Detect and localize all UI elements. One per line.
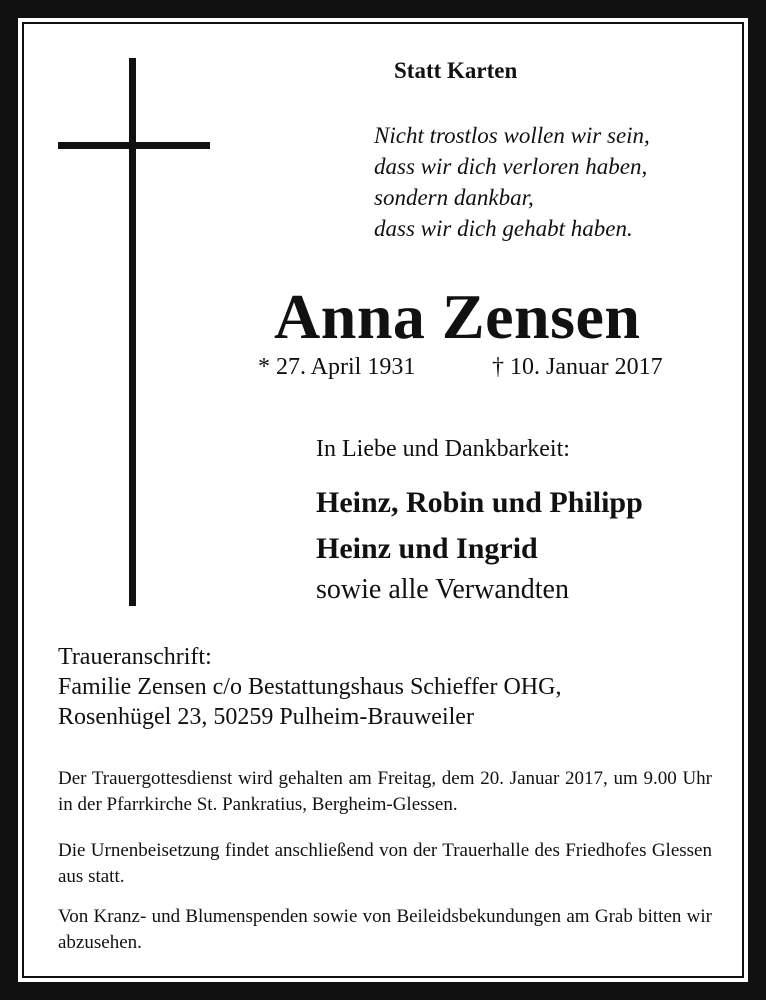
- address-line-1: Familie Zensen c/o Bestattungshaus Schieffer OHG,: [58, 674, 562, 700]
- birth-date: * 27. April 1931: [258, 354, 416, 380]
- statt-karten-heading: Statt Karten: [394, 58, 518, 83]
- cross-icon-vertical: [129, 58, 136, 606]
- mourners-line-3: sowie alle Verwandten: [316, 574, 569, 605]
- poem: [374, 120, 650, 244]
- poem-line: sondern dankbar,: [374, 185, 534, 210]
- deceased-name: Anna Zensen: [274, 281, 641, 352]
- service-notice: Der Trauergottesdienst wird gehalten am Freitag, dem 20. Januar 2017, um 9.00 Uhr in der Pfarrkirche St. Pankratius, Bergheim-Glessen.: [58, 768, 712, 815]
- address-label: Traueranschrift:: [58, 644, 212, 670]
- poem-line: Nicht trostlos wollen wir sein,: [374, 123, 650, 148]
- cross-icon-horizontal: [58, 142, 210, 149]
- mourners-line-1: Heinz, Robin und Philipp: [316, 486, 643, 519]
- flowers-notice: Von Kranz- und Blumenspenden sowie von Beileidsbekundungen am Grab bitten wir abzusehen.: [58, 906, 712, 953]
- death-date: † 10. Januar 2017: [492, 354, 663, 380]
- poem-line: dass wir dich gehabt haben.: [374, 216, 633, 241]
- mourners-intro: In Liebe und Dankbarkeit:: [316, 436, 570, 462]
- poem-line: dass wir dich verloren haben,: [374, 154, 648, 179]
- mourners-line-2: Heinz und Ingrid: [316, 532, 538, 565]
- address-line-2: Rosenhügel 23, 50259 Pulheim-Brauweiler: [58, 704, 474, 730]
- mourning-address: [58, 642, 561, 732]
- urn-notice: Die Urnenbeisetzung findet anschließend von der Trauerhalle des Friedhofes Glessen aus statt.: [58, 840, 712, 887]
